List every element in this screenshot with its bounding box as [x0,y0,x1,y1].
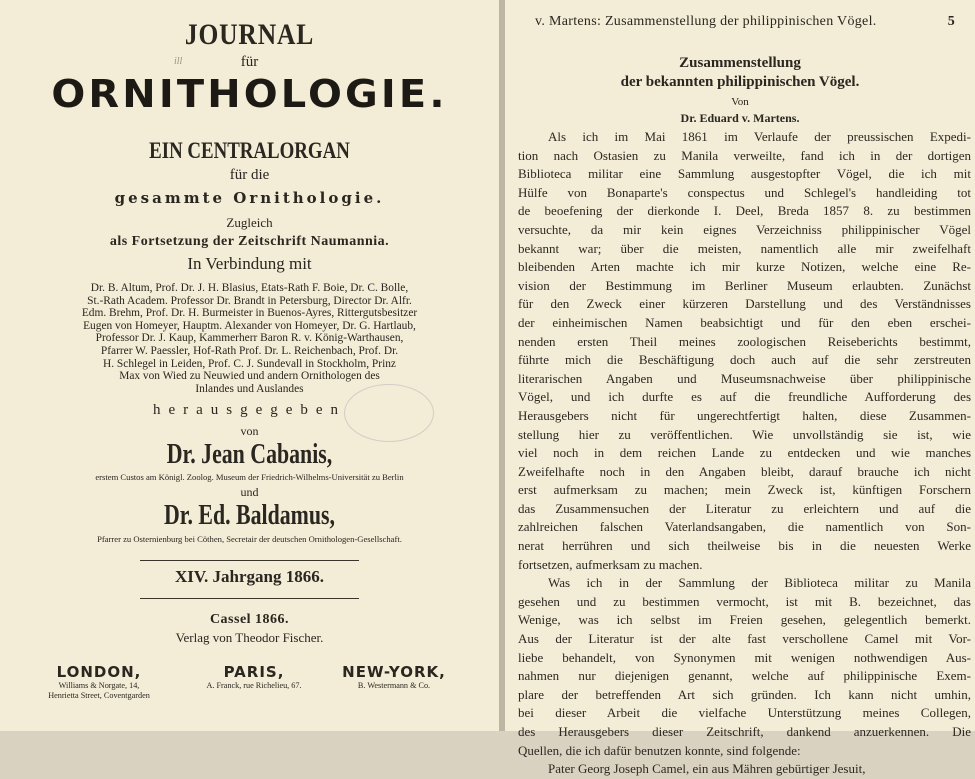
fortsetzung-text: als Fortsetzung der Zeitschrift Naumannia. [109,234,390,249]
body-line: Vögel, und ich durfte es auf die freundliche Aufforderung des [518,389,971,405]
contributors-line: Professor Dr. J. Kaup, Kammerherr Baron R. v. König-Warthausen, [95,332,404,345]
contributors-line: Dr. B. Altum, Prof. Dr. J. H. Blasius, Etats-Rath F. Boie, Dr. C. Bolle, [90,282,409,294]
body-line: das Zusammensuchen der Literatur zu erleichtern und auf die [518,500,971,516]
article-title-line1: Zusammenstellung [679,55,801,71]
baldamus-affiliation: Pfarrer zu Osternienburg bei Cöthen, Secretair der deutschen Ornithologen-Gesellschaft. [97,534,402,544]
distributor-new-york: NEW-YORK, B. Westermann & Co. [342,663,446,690]
pencil-mark: ill [174,56,183,67]
body-line: bleibenden Arten machte ich mir kurze Notizen, welche eine Re- [518,259,971,275]
divider-rule [140,560,359,561]
body-line: Was ich in der Sammlung der Biblioteca militar zu Manila [548,575,971,591]
body-line: nerat herrühren und sich theilweise bis in die neuesten Werke [518,538,971,554]
body-line: nenden ersten Theil meines zoologischen Reiseberichts bestimmt, [518,333,971,349]
herausgegeben-text: herausgegeben [152,402,347,418]
article-title-line2: der bekannten philippinischen Vögel. [620,74,860,90]
body-line: für den Zweck einer kürzeren Darstellung und des Verständnisses [518,296,971,312]
body-line: des Herausgebers dieser Zeitschrift, dankend anzuerkennen. Die [518,724,971,739]
body-line: Pater Georg Joseph Camel, ein aus Mähren gebürtiger Jesuit, [548,761,866,777]
body-line: Quellen, die ich dafür benutzen konnte, sind folgende: [518,742,801,758]
contributors-line: Eugen von Homeyer, Hauptm. Alexander von Homeyer, Dr. G. Hartlaub, [83,319,416,332]
body-line: führte mich die Beschäftigung doch auch auf die sehr zerstreuten [518,352,971,368]
von-text: von [240,424,259,438]
body-line: nahmen nur diejenigen genannt, welche auf philippinische Exem- [518,668,971,684]
article-body [518,128,971,779]
editor-cabanis: Dr. Jean Cabanis, [166,439,333,470]
body-line: stellung hier zu veröffentlichen. Wie unvollständig sie ist, wie [518,426,971,442]
contributors-line: Max von Wied zu Neuwied und andern Ornithologen des [119,370,380,383]
running-header-text: v. Martens: Zusammenstellung der philippinischen Vögel. [535,14,877,29]
body-line: Herausgebers nicht für ungerechtfertigt halten, diese Zusammen- [518,407,971,423]
body-line: plare der betreffenden Art sich gründen. Ich kann nicht umhin, [518,686,971,702]
zugleich-text: Zugleich [226,215,273,230]
body-line: viel noch in dem reichen Lande zu entdecken und wie manches [518,445,971,461]
gesammte-heading: gesammte Ornithologie. [114,189,385,207]
body-line: gesehen und zu bestimmen vermocht, ist mit B. bezeichnet, das [518,593,971,609]
body-line: Aus der Literatur ist der alte fast verschollene Camel mit Vor- [518,631,971,647]
article-author: Dr. Eduard v. Martens. [680,111,800,125]
body-line: bekannt war; über die meisten, namentlich alle mir zweifelhaft [518,240,971,256]
verbindung-text: In Verbindung mit [187,254,312,273]
body-line: Zweifelhafte noch in den Angaben bleibt, darauf brauche ich nicht [518,463,971,479]
centralorgan-heading: EIN CENTRALORGAN [149,138,350,163]
imprint-place-year: Cassel 1866. [209,612,290,627]
body-line: de beoefening der dierkonde I. Deel, Breda 1857 8. zu bestimmen [518,203,971,219]
contributors-line: Edm. Brehm, Prof. Dr. H. Burmeister in Buenos-Ayres, Rittergutsbesitzer [81,307,418,320]
divider-rule [140,598,359,599]
body-line: tion nach Ostasien zu Manila verweilte, fand ich in der dortigen [518,147,971,163]
journal-title: JOURNAL [184,18,315,51]
fur-die-text: für die [229,167,270,183]
body-line: Wenige, was ich selbst im Freien gesehen, gelegentlich bemerkt. [518,612,971,628]
body-line: Biblioteca militar eine Sammlung ausgestopfter Vögel, die ich mit [518,166,971,182]
cabanis-affiliation: erstem Custos am Königl. Zoolog. Museum der Friedrich-Wilhelms-Universität zu Berlin [95,472,404,482]
article-page [505,0,975,777]
body-line: liebe behandelt, von Synonymen mit wenigen nothwendigen Aus- [518,649,971,665]
body-line: Hülfe von Bonaparte's conspectus und Schlegel's handleiding tot [518,184,971,200]
body-line: der einheimischen Namen beabsichtigt und für den eben erschei- [518,314,971,330]
editor-baldamus: Dr. Ed. Baldamus, [164,500,335,531]
running-header [535,14,955,30]
contributors-line: H. Schlegel in Leiden, Prof. C. J. Sundevall in Stockholm, Prinz [103,357,396,370]
body-line: Als ich im Mai 1861 im Verlaufe der preussischen Expedi- [548,129,971,144]
publisher-text: Verlag von Theodor Fischer. [175,630,324,645]
und-text: und [240,485,259,499]
contributors-line: St.-Rath Academ. Professor Dr. Brandt in Petersburg, Director Dr. Alfr. [87,294,412,307]
fur-text: für [240,54,259,70]
page-number: 5 [947,14,955,29]
body-line: bei dieser Arbeit die vielfache Unterstützung meines Collegen, [518,705,971,721]
body-line: erst aufmerksam zu machen; mein Zweck ist, künftigen Forschern [518,482,971,498]
body-line: literarischen Angaben und Museumsnachweise über philippinische [518,370,971,386]
von-text: Von [731,96,749,108]
contributors-list [20,282,479,395]
body-line: versuchte, da mir kein eignes Verzeichniss philippinischer Vögel [518,221,971,237]
contributors-line: Pfarrer W. Paessler, Hof-Rath Prof. Dr. L. Reichenbach, Prof. Dr. [100,344,399,357]
contributors-line: Inlandes und Auslandes [195,382,304,395]
distributor-london: LONDON, Williams & Norgate, 14, Henrietta Street, Coventgarden [48,663,150,700]
body-line: zahlreichen falschen Vaterlandsangaben, die namentlich von Son- [518,519,971,535]
body-line: fortsetzen, aufmerksam zu machen. [518,556,703,572]
ornithologie-title: ORNITHOLOGIE. [51,72,448,116]
jahrgang-text: XIV. Jahrgang 1866. [175,567,324,586]
distributor-paris: PARIS, A. Franck, rue Richelieu, 67. [206,663,302,690]
body-line: vision der Bestimmung im Berliner Museum erlaubten. Zunächst [518,277,971,293]
title-page [0,0,499,731]
